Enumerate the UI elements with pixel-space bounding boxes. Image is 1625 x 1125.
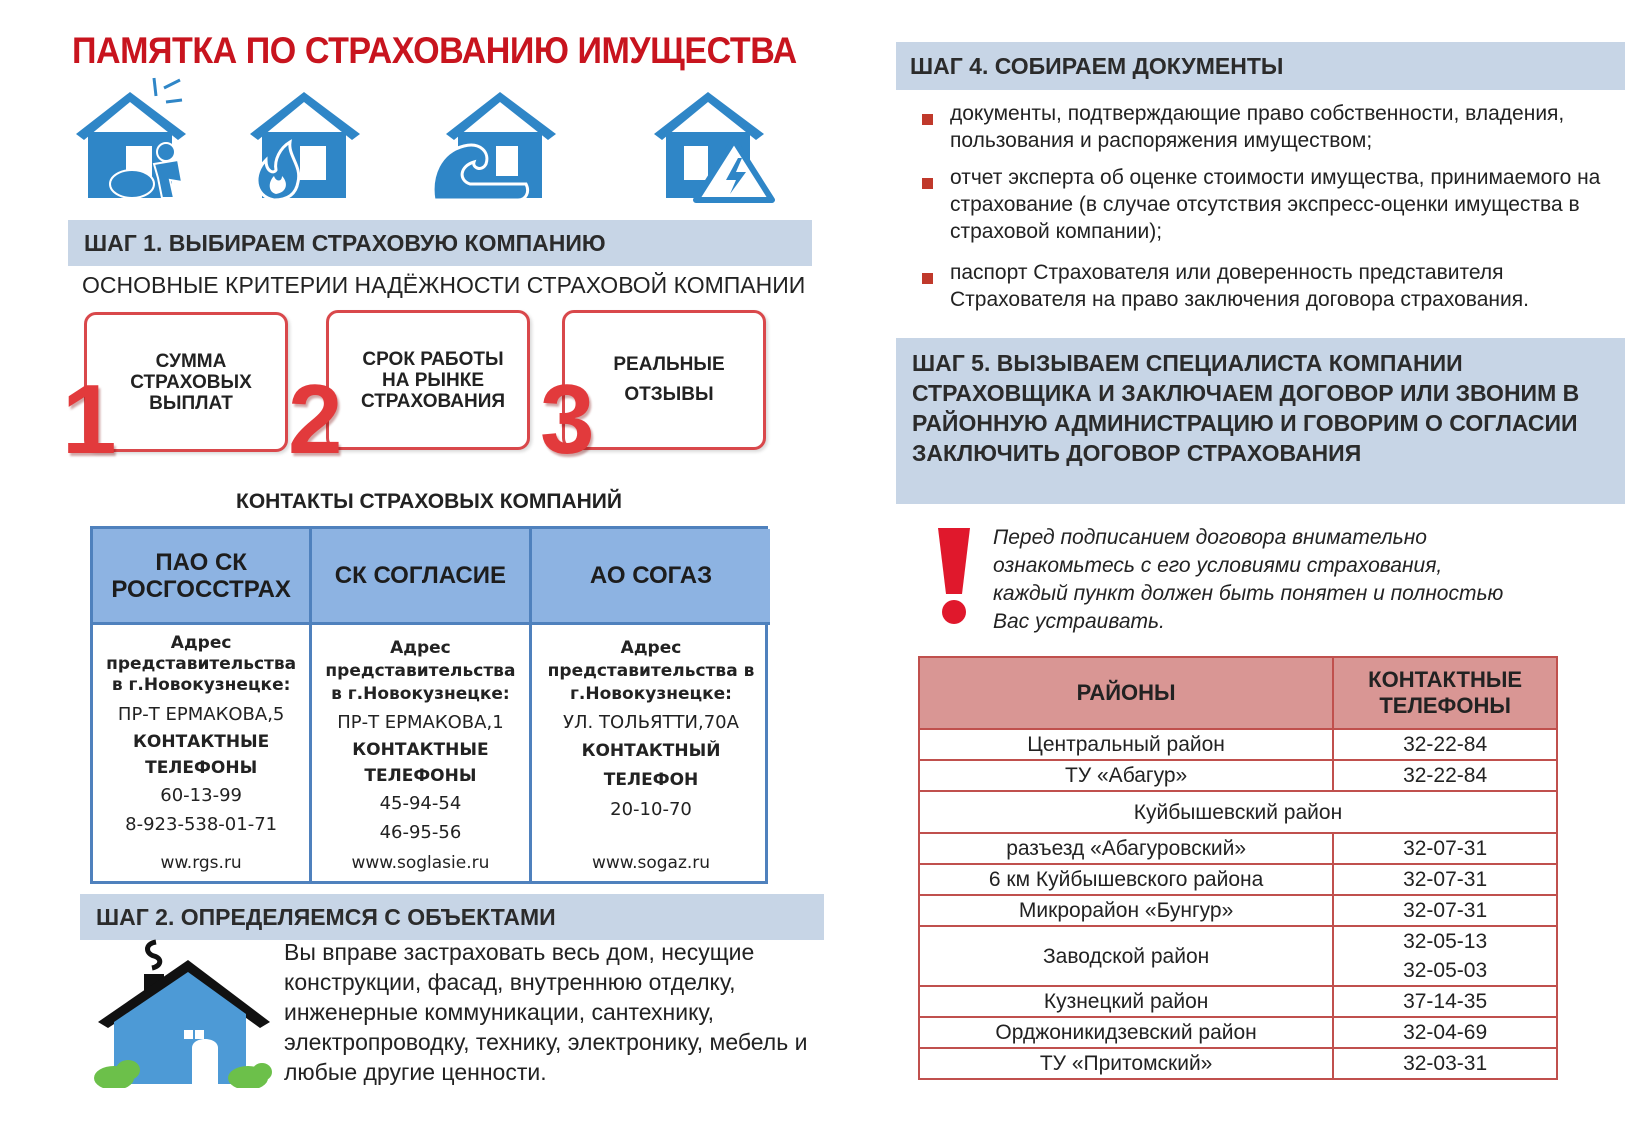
website-link[interactable]: ww.rgs.ru bbox=[160, 853, 242, 873]
company-info-cell bbox=[309, 625, 528, 881]
criterion-text: РЕАЛЬНЫЕ ОТЗЫВЫ bbox=[613, 354, 725, 405]
documents-list bbox=[918, 100, 1618, 323]
list-item: документы, подтверждающие право собственности, владения, пользования и распоряжения имуществом; bbox=[918, 100, 1618, 154]
step2-heading: ШАГ 2. ОПРЕДЕЛЯЕМСЯ С ОБЪЕКТАМИ bbox=[80, 894, 824, 940]
company-info-cell bbox=[93, 625, 309, 881]
phone-label: КОНТАКТНЫЕ ТЕЛЕФОНЫ bbox=[133, 732, 270, 778]
bullet-icon bbox=[922, 114, 933, 125]
criteria-title: ОСНОВНЫЕ КРИТЕРИИ НАДЁЖНОСТИ СТРАХОВОЙ КОМПАНИИ bbox=[82, 272, 806, 298]
criterion-text: СРОК РАБОТЫ НА РЫНКЕ СТРАХОВАНИЯ bbox=[360, 348, 506, 412]
address: ПР-Т ЕРМАКОВА,5 bbox=[117, 704, 285, 725]
table-row: Микрорайон «Бунгур» 32-07-31 bbox=[919, 895, 1557, 926]
bullet-icon bbox=[922, 273, 933, 284]
house-flood-icon bbox=[430, 76, 570, 206]
table-row: Заводской район 32-05-13 bbox=[919, 926, 1557, 956]
criterion-box-2 bbox=[326, 310, 530, 450]
step4-heading: ШАГ 4. СОБИРАЕМ ДОКУМЕНТЫ bbox=[896, 42, 1625, 90]
phone: 8-923-538-01-71 bbox=[125, 814, 278, 835]
company-name: СК СОГЛАСИЕ bbox=[309, 529, 528, 625]
criterion-text: СУММА СТРАХОВЫХ ВЫПЛАТ bbox=[130, 350, 252, 414]
address: ПР-Т ЕРМАКОВА,1 bbox=[337, 712, 504, 733]
step1-heading: ШАГ 1. ВЫБИРАЕМ СТРАХОВУЮ КОМПАНИЮ bbox=[68, 220, 812, 266]
house-electric-icon bbox=[648, 76, 788, 206]
exclamation-icon bbox=[936, 526, 972, 626]
phone: 45-94-54 bbox=[379, 793, 462, 814]
contacts-title: КОНТАКТЫ СТРАХОВЫХ КОМПАНИЙ bbox=[236, 490, 622, 513]
address-label: Адрес представительства в г.Новокузнецке: bbox=[547, 638, 755, 704]
house-fire-icon bbox=[244, 76, 384, 206]
phone-label: КОНТАКТНЫЕ ТЕЛЕФОНЫ bbox=[352, 740, 489, 786]
table-row: ТУ «Абагур» 32-22-84 bbox=[919, 760, 1557, 791]
address-label: Адрес представительства в г.Новокузнецке: bbox=[325, 638, 516, 704]
phone: 46-95-56 bbox=[379, 822, 462, 843]
website-link[interactable]: www.soglasie.ru bbox=[351, 853, 490, 873]
phone: 20-10-70 bbox=[610, 799, 692, 820]
bullet-icon bbox=[922, 178, 933, 189]
company-name: ПАО СК РОСГОССТРАХ bbox=[93, 529, 309, 625]
address-label: Адрес представительства в г.Новокузнецке: bbox=[106, 633, 297, 695]
step2-text: Вы вправе застраховать весь дом, несущие конструкции, фасад, внутреннюю отделку, инженерные коммуникации, сантехнику, электропроводку, технику, электронику, мебель и любые другие ценности. bbox=[284, 939, 808, 1085]
table-row: Кузнецкий район 37-14-35 bbox=[919, 986, 1557, 1017]
house-objects-icon bbox=[92, 938, 272, 1088]
districts-table bbox=[918, 656, 1558, 1080]
table-row: Центральный район 32-22-84 bbox=[919, 729, 1557, 760]
criterion-number: 1 bbox=[62, 364, 117, 474]
table-row: 6 км Куйбышевского района 32-07-31 bbox=[919, 864, 1557, 895]
table-row: Орджоникидзевский район 32-04-69 bbox=[919, 1017, 1557, 1048]
warning-note: Перед подписанием договора внимательно ознакомьтесь с его условиями страхования, каждый пункт должен быть понятен и полностью Вас устраивать. bbox=[993, 526, 1504, 633]
address: УЛ. ТОЛЬЯТТИ,70А bbox=[563, 712, 739, 733]
criterion-number: 2 bbox=[288, 364, 343, 474]
page-title: ПАМЯТКА ПО СТРАХОВАНИЮ ИМУЩЕСТВА bbox=[72, 30, 797, 71]
table-row: ТУ «Притомский» 32-03-31 bbox=[919, 1048, 1557, 1079]
insurance-companies-table bbox=[90, 526, 768, 884]
criterion-number: 3 bbox=[540, 364, 595, 474]
list-item: отчет эксперта об оценке стоимости имущества, принимаемого на страхование (в случае отсутствия экспресс-оценки имущества в страховой компании); bbox=[918, 164, 1618, 245]
column-header: РАЙОНЫ bbox=[919, 657, 1333, 729]
company-name: АО СОГАЗ bbox=[529, 529, 771, 625]
table-row: 32-05-03 bbox=[919, 956, 1557, 986]
list-item: паспорт Страхователя или доверенность представителя Страхователя на право заключения договора страхования. bbox=[918, 259, 1618, 313]
phone-label: КОНТАКТНЫЙ ТЕЛЕФОН bbox=[581, 741, 721, 790]
table-row: разъезд «Абагуровский» 32-07-31 bbox=[919, 833, 1557, 864]
step5-heading: ШАГ 5. ВЫЗЫВАЕМ СПЕЦИАЛИСТА КОМПАНИИ СТРАХОВЩИКА И ЗАКЛЮЧАЕМ ДОГОВОР ИЛИ ЗВОНИМ В РАЙОННУЮ АДМИНИСТРАЦИЮ И ГОВОРИМ О СОГЛАСИИ ЗАКЛЮЧИТЬ ДОГОВОР СТРАХОВАНИЯ bbox=[896, 338, 1625, 504]
phone: 60-13-99 bbox=[160, 785, 242, 806]
company-info-cell bbox=[529, 625, 771, 881]
table-row: Куйбышевский район bbox=[919, 791, 1557, 833]
column-header: КОНТАКТНЫЕ ТЕЛЕФОНЫ bbox=[1333, 657, 1557, 729]
house-burglary-icon bbox=[70, 76, 210, 206]
website-link[interactable]: www.sogaz.ru bbox=[591, 853, 711, 873]
